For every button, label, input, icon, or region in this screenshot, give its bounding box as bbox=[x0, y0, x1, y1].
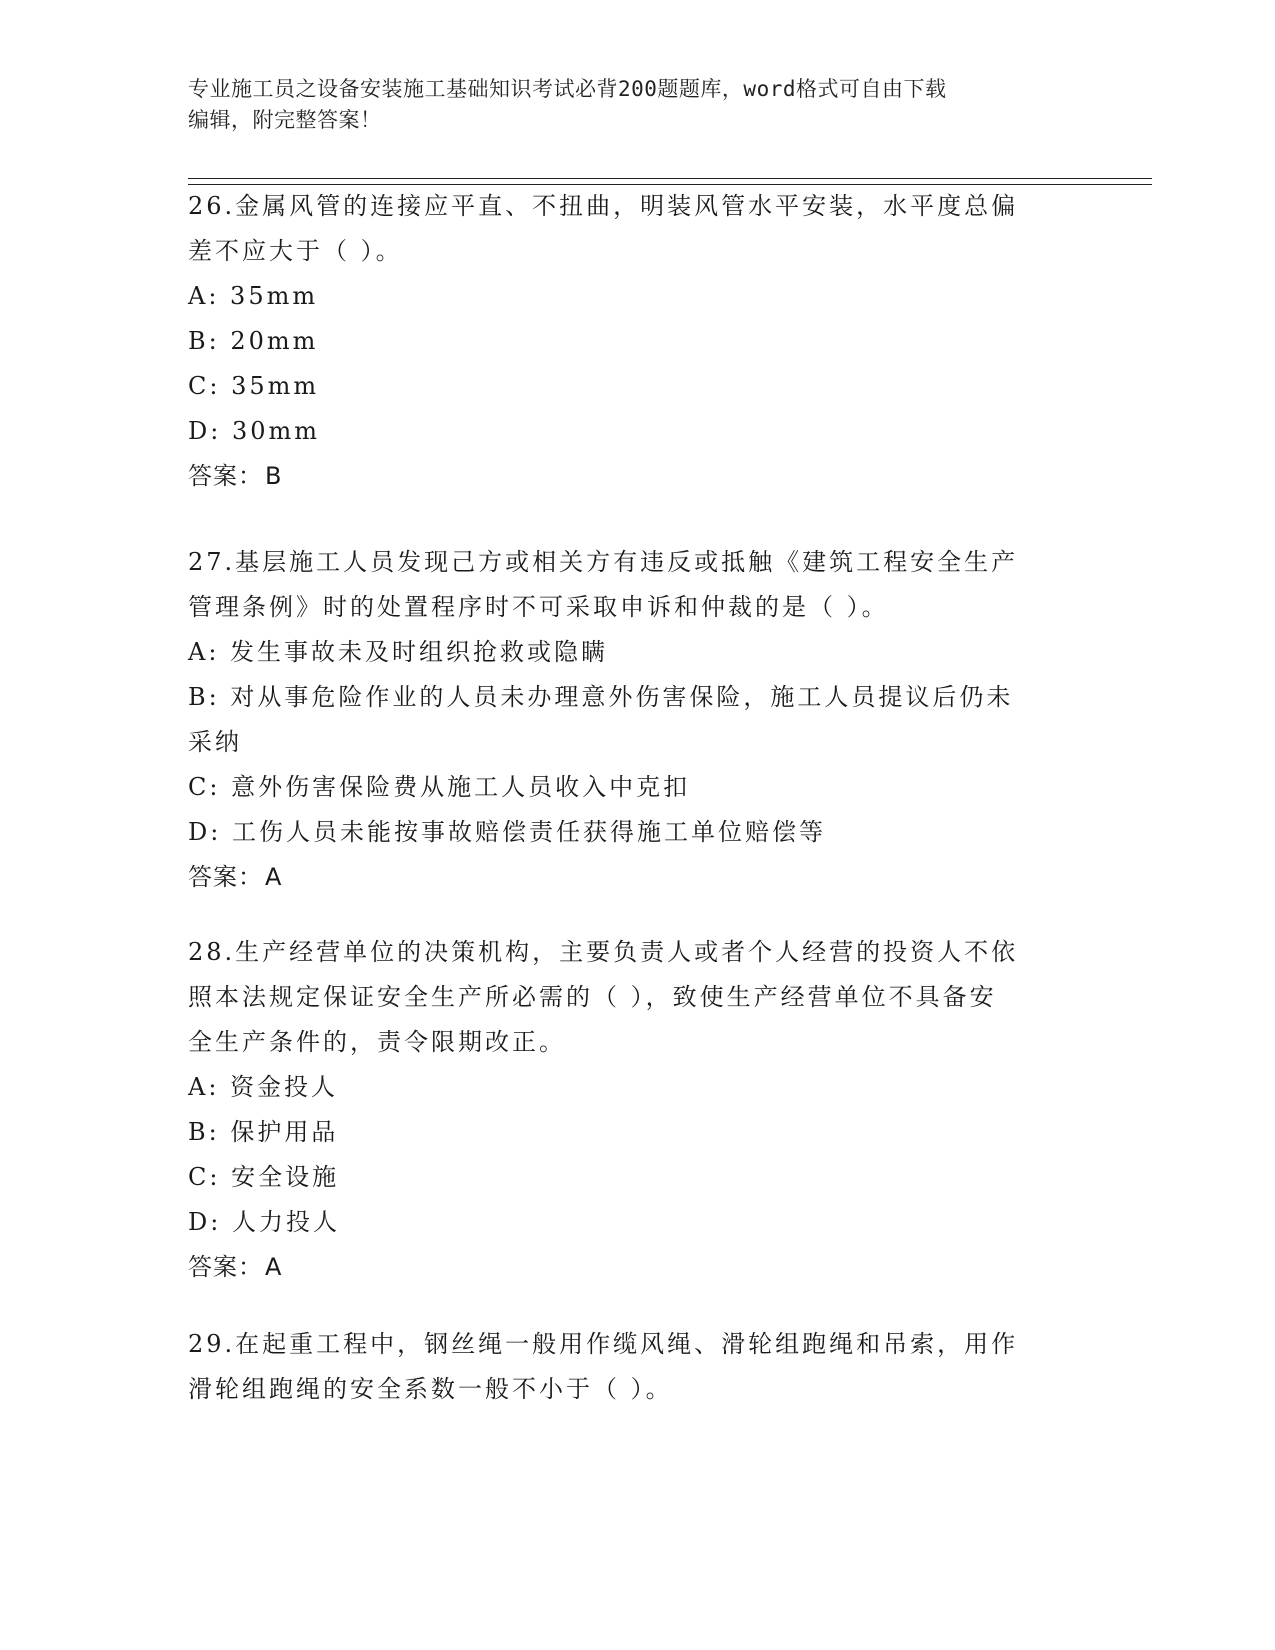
option-a: A: 资金投人 bbox=[188, 1073, 339, 1101]
option-c: C: 意外伤害保险费从施工人员收入中克扣 bbox=[188, 773, 691, 801]
answer bbox=[188, 454, 1068, 499]
option-b: B: 保护用品 bbox=[188, 1118, 339, 1146]
answer-label: 答案： bbox=[188, 863, 263, 891]
option-b: B: 20mm bbox=[188, 327, 319, 355]
answer bbox=[188, 855, 1068, 900]
header-line-2: 编辑，附完整答案！ bbox=[188, 108, 382, 132]
option-d: D: 人力投人 bbox=[188, 1208, 340, 1236]
stem-line: 28.生产经营单位的决策机构，主要负责人或者个人经营的投资人不依 bbox=[188, 938, 1019, 966]
answer bbox=[188, 1245, 1068, 1290]
answer-label: 答案： bbox=[188, 462, 263, 490]
question-28 bbox=[188, 930, 1068, 1290]
document-header bbox=[188, 74, 1068, 136]
stem-line: 滑轮组跑绳的安全系数一般不小于（ ）。 bbox=[188, 1375, 673, 1403]
question-26 bbox=[188, 184, 1068, 499]
option-line: B: 对从事危险作业的人员未办理意外伤害保险，施工人员提议后仍未 bbox=[188, 683, 1014, 711]
option-b bbox=[188, 675, 1068, 765]
option-a: A: 发生事故未及时组织抢救或隐瞒 bbox=[188, 638, 609, 666]
question-27 bbox=[188, 540, 1068, 900]
option-c: C: 安全设施 bbox=[188, 1163, 340, 1191]
header-line-1: 专业施工员之设备安装施工基础知识考试必背200题题库，word格式可自由下载 bbox=[188, 77, 947, 101]
question-29 bbox=[188, 1322, 1068, 1412]
stem-line: 26.金属风管的连接应平直、不扭曲，明装风管水平安装，水平度总偏 bbox=[188, 192, 1019, 220]
answer-value: A bbox=[265, 1253, 283, 1281]
option-a: A: 35mm bbox=[188, 282, 319, 310]
option-d: D: 30mm bbox=[188, 417, 321, 445]
stem-line: 全生产条件的，责令限期改正。 bbox=[188, 1028, 566, 1056]
question-stem bbox=[188, 184, 1068, 274]
stem-line: 照本法规定保证安全生产所必需的（ ），致使生产经营单位不具备安 bbox=[188, 983, 997, 1011]
answer-value: B bbox=[265, 462, 283, 490]
stem-line: 差不应大于（ ）。 bbox=[188, 237, 403, 265]
option-line: 采纳 bbox=[188, 728, 242, 756]
option-c: C: 35mm bbox=[188, 372, 320, 400]
question-stem bbox=[188, 1322, 1068, 1412]
option-d: D: 工伤人员未能按事故赔偿责任获得施工单位赔偿等 bbox=[188, 818, 826, 846]
question-stem bbox=[188, 540, 1068, 630]
question-stem bbox=[188, 930, 1068, 1065]
answer-label: 答案： bbox=[188, 1253, 263, 1281]
stem-line: 管理条例》时的处置程序时不可采取申诉和仲裁的是（ ）。 bbox=[188, 593, 889, 621]
stem-line: 27.基层施工人员发现己方或相关方有违反或抵触《建筑工程安全生产 bbox=[188, 548, 1019, 576]
stem-line: 29.在起重工程中，钢丝绳一般用作缆风绳、滑轮组跑绳和吊索，用作 bbox=[188, 1330, 1019, 1358]
answer-value: A bbox=[265, 863, 283, 891]
